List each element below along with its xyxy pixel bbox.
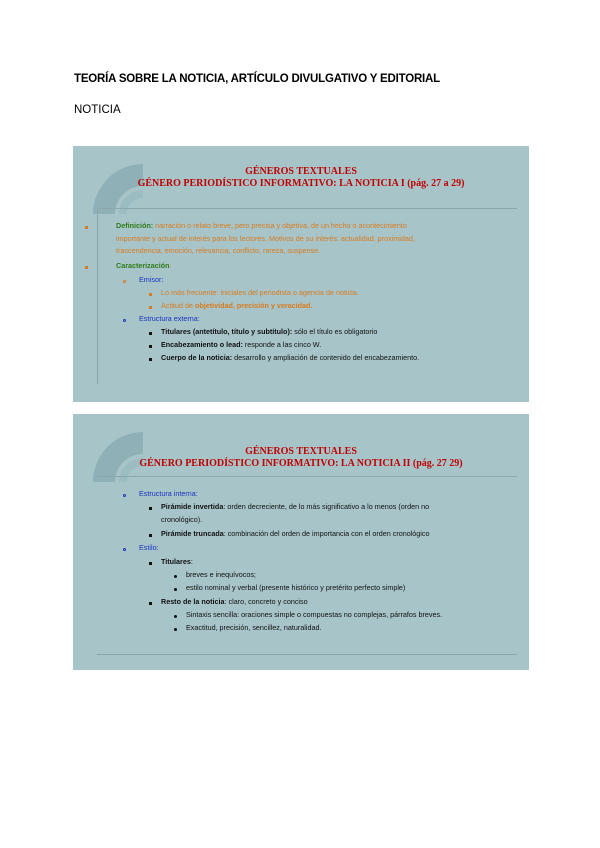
ext-item-3-bold: Cuerpo de la noticia: bbox=[161, 353, 233, 362]
bullet bbox=[149, 345, 152, 348]
estructura-externa-heading: Estructura externa: bbox=[139, 314, 200, 323]
ext-item-2-rest: responde a las cinco W. bbox=[242, 340, 322, 349]
estructura-interna-heading: Estructura interna: bbox=[139, 489, 198, 498]
document-title: TEORÍA SOBRE LA NOTICIA, ARTÍCULO DIVULGATIVO Y EDITORIAL bbox=[74, 73, 440, 85]
bullet bbox=[149, 306, 152, 309]
ext-item-1-bold: Titulares (antetítulo, título y subtítulo): bbox=[161, 327, 293, 336]
bottom-divider bbox=[97, 654, 517, 655]
resto-bold: Resto de la noticia bbox=[161, 597, 225, 606]
bullet bbox=[123, 319, 126, 322]
ext-item-1 bbox=[161, 326, 377, 339]
definition-text-line2: importante y actual de interés para los lectores. Motivos de su interés: actualidad, proximidad, bbox=[116, 233, 415, 243]
bullet bbox=[149, 332, 152, 335]
title-divider bbox=[97, 208, 517, 209]
int-item-1-rest: : orden decreciente, de lo más significativo a lo menos (orden no bbox=[223, 502, 430, 511]
bullet bbox=[149, 534, 152, 537]
emisor-item-2-bold: objetividad, precisión y veracidad. bbox=[194, 301, 313, 310]
bullet bbox=[174, 588, 177, 591]
resto-sub-1: Sintaxis sencilla: oraciones simple o compuestas no complejas, párrafos breves. bbox=[186, 610, 443, 619]
bullet bbox=[149, 358, 152, 361]
titulares-sub-1: breves e inequívocos; bbox=[186, 570, 256, 579]
int-item-1-line2: cronológico). bbox=[161, 514, 203, 524]
definition-label: Definición: bbox=[116, 221, 154, 230]
emisor-heading: Emisor: bbox=[139, 275, 164, 284]
slide-noticia-i bbox=[73, 146, 529, 402]
slide-title-line2: GÉNERO PERIODÍSTICO INFORMATIVO: LA NOTICIA II (pág. 27 29) bbox=[139, 458, 463, 469]
titulares-label: Titulares bbox=[161, 557, 191, 566]
bullet bbox=[149, 507, 152, 510]
emisor-item-2-prefix: Actitud de bbox=[161, 301, 195, 310]
bullet bbox=[149, 562, 152, 565]
bullet bbox=[123, 548, 126, 551]
int-item-1-bold: Pirámide invertida bbox=[161, 502, 224, 511]
bullet bbox=[174, 615, 177, 618]
titulares-colon: : bbox=[190, 557, 193, 566]
slide-title-line1: GÉNEROS TEXTUALES bbox=[245, 166, 357, 177]
slide-title-line1: GÉNEROS TEXTUALES bbox=[245, 446, 357, 457]
slide-title-line2: GÉNERO PERIODÍSTICO INFORMATIVO: LA NOTICIA I (pág. 27 a 29) bbox=[137, 178, 465, 189]
bullet bbox=[174, 575, 177, 578]
caracterizacion-heading bbox=[116, 260, 172, 273]
left-divider bbox=[97, 208, 98, 384]
definition-paragraph bbox=[116, 220, 511, 258]
ext-item-2 bbox=[161, 339, 321, 352]
ext-item-2-bold: Encabezamiento o lead: bbox=[161, 340, 243, 349]
bullet bbox=[123, 280, 126, 283]
definition-text-line1: narración o relato breve, pero precisa y objetiva, de un hecho o acontecimiento bbox=[155, 221, 407, 230]
bullet bbox=[85, 226, 88, 229]
caracterizacion-label: Caracterización bbox=[116, 261, 170, 270]
document-subtitle: NOTICIA bbox=[74, 104, 121, 116]
bullet bbox=[123, 494, 126, 497]
emisor-item-2 bbox=[161, 300, 312, 313]
resto-heading bbox=[161, 596, 308, 609]
titulares-heading bbox=[161, 556, 193, 569]
slide-noticia-ii bbox=[73, 414, 529, 670]
ext-item-1-rest: sólo el título es obligatorio bbox=[292, 327, 378, 336]
caracterizacion-colon: : bbox=[169, 261, 172, 270]
ext-item-3 bbox=[161, 352, 419, 365]
int-item-2-rest: : combinación del orden de importancia con el orden cronológico bbox=[223, 529, 430, 538]
titulares-sub-2: estilo nominal y verbal (presente histórico y pretérito perfecto simple) bbox=[186, 583, 406, 592]
bullet bbox=[85, 266, 88, 269]
bullet bbox=[149, 293, 152, 296]
int-item-2-bold: Pirámide truncada bbox=[161, 529, 224, 538]
estilo-heading: Estilo: bbox=[139, 543, 159, 552]
definition-text-line3: trascendencia, emoción, relevancia, conflicto, rareza, suspense. bbox=[116, 246, 321, 255]
int-item-1 bbox=[161, 501, 511, 526]
resto-sub-2: Exactitud, precisión, sencillez, naturalidad. bbox=[186, 623, 322, 632]
bullet bbox=[149, 602, 152, 605]
title-divider bbox=[97, 476, 517, 477]
ext-item-3-rest: desarrollo y ampliación de contenido del encabezamiento. bbox=[232, 353, 420, 362]
resto-rest: : claro, concreto y conciso bbox=[224, 597, 308, 606]
emisor-item-1: Lo más frecuente: iniciales del periodista o agencia de noticia. bbox=[161, 288, 359, 297]
int-item-2 bbox=[161, 528, 430, 541]
bullet bbox=[174, 628, 177, 631]
